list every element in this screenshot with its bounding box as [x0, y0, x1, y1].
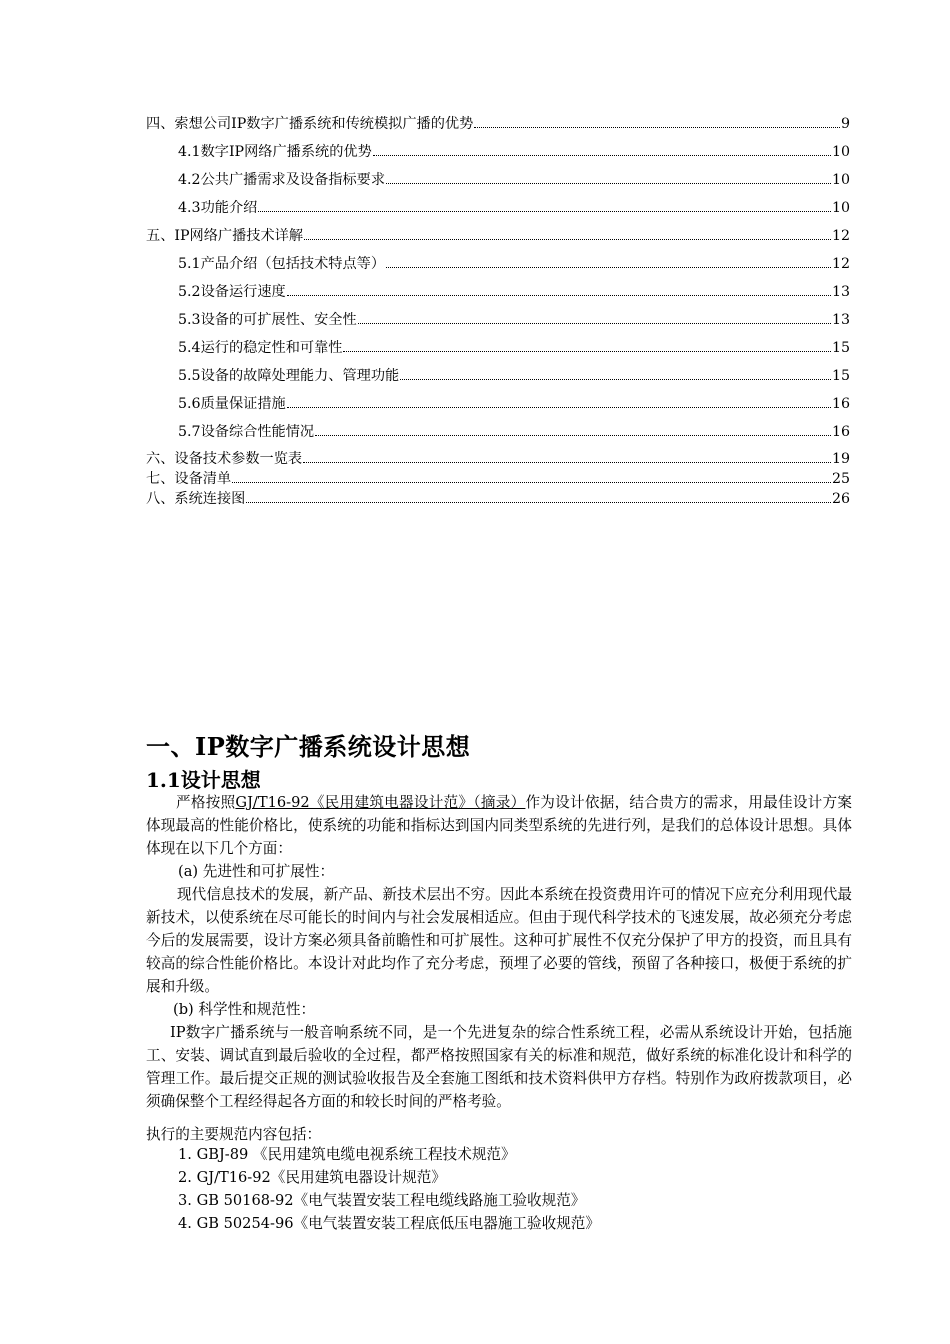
standards-intro: 执行的主要规范内容包括： [146, 1126, 322, 1143]
toc-entry[interactable]: 八、系统连接图 26 [146, 491, 850, 507]
item-b-title: (b) 科学性和规范性： [173, 1001, 316, 1018]
toc-entry[interactable]: 4.3功能介绍 10 [178, 200, 850, 216]
toc-entry[interactable]: 七、设备清单 25 [146, 471, 850, 487]
intro-paragraph [146, 791, 852, 860]
standard-item: 2. GJ/T16-92《民用建筑电器设计规范》 [178, 1169, 446, 1186]
item-a-title: (a) 先进性和可扩展性： [178, 863, 335, 880]
standard-item: 3. GB 50168-92《电气装置安装工程电缆线路施工验收规范》 [178, 1192, 586, 1209]
intro-prefix: 严格按照 [176, 794, 236, 811]
toc-entry[interactable]: 5.7设备综合性能情况 16 [178, 424, 850, 440]
toc-entry[interactable]: 5.6质量保证措施 16 [178, 396, 850, 412]
subsection-heading: 1.1设计思想 [146, 768, 261, 792]
standard-item: 4. GB 50254-96《电气装置安装工程底低压电器施工验收规范》 [178, 1215, 600, 1232]
item-a-paragraph: 现代信息技术的发展，新产品、新技术层出不穷。因此本系统在投资费用许可的情况下应充分利用现代最新技术，以使系统在尽可能长的时间内与社会发展相适应。但由于现代科学技术的飞速发展，故必须充分考虑今后的发展需要，设计方案必须具备前瞻性和可扩展性。这种可扩展性不仅充分保护了甲方的投资，而且具有较高的综合性能价格比。本设计对此均作了充分考虑，预埋了必要的管线，预留了各种接口，极便于系统的扩展和升级。 [146, 886, 852, 995]
toc-entry[interactable]: 六、设备技术参数一览表 19 [146, 451, 850, 467]
toc-entry[interactable]: 5.4运行的稳定性和可靠性 15 [178, 340, 850, 356]
item-b-paragraph: IP数字广播系统与一般音响系统不同，是一个先进复杂的综合性系统工程，必需从系统设计开始，包括施工、安装、调试直到最后验收的全过程，都严格按照国家有关的标准和规范，做好系统的标准化设计和科学的管理工作。最后提交正规的测试验收报告及全套施工图纸和技术资料供甲方存档。特别作为政府拨款项目，必须确保整个工程经得起各方面的和较长时间的严格考验。 [146, 1024, 852, 1110]
toc-entry[interactable]: 5.5设备的故障处理能力、管理功能 15 [178, 368, 850, 384]
standard-item: 1. GBJ-89 《民用建筑电缆电视系统工程技术规范》 [178, 1146, 516, 1163]
toc-entry[interactable]: 五、IP网络广播技术详解 12 [146, 228, 850, 244]
intro-rest: 作为设计依据，结合贵方的需求，用最佳设计方案体现最高的性能价格比，使系统的功能和指标达到国内同类型系统的先进行列，是我们的总体设计思想。具体体现在以下几个方面： [146, 794, 852, 857]
toc-entry[interactable]: 4.2公共广播需求及设备指标要求 10 [178, 172, 850, 188]
toc-entry[interactable]: 四、索想公司IP数字广播系统和传统模拟广播的优势 9 [146, 116, 850, 132]
toc-entry[interactable]: 5.1产品介绍（包括技术特点等） 12 [178, 256, 850, 272]
standard-reference-link[interactable]: GJ/T16-92《民用建筑电器设计范》（摘录） [235, 794, 526, 811]
section-heading: 一、IP数字广播系统设计思想 [146, 732, 471, 761]
table-of-contents [146, 116, 850, 511]
toc-entry[interactable]: 5.3设备的可扩展性、安全性 13 [178, 312, 850, 328]
toc-entry[interactable]: 4.1数字IP网络广播系统的优势 10 [178, 144, 850, 160]
toc-entry[interactable]: 5.2设备运行速度 13 [178, 284, 850, 300]
